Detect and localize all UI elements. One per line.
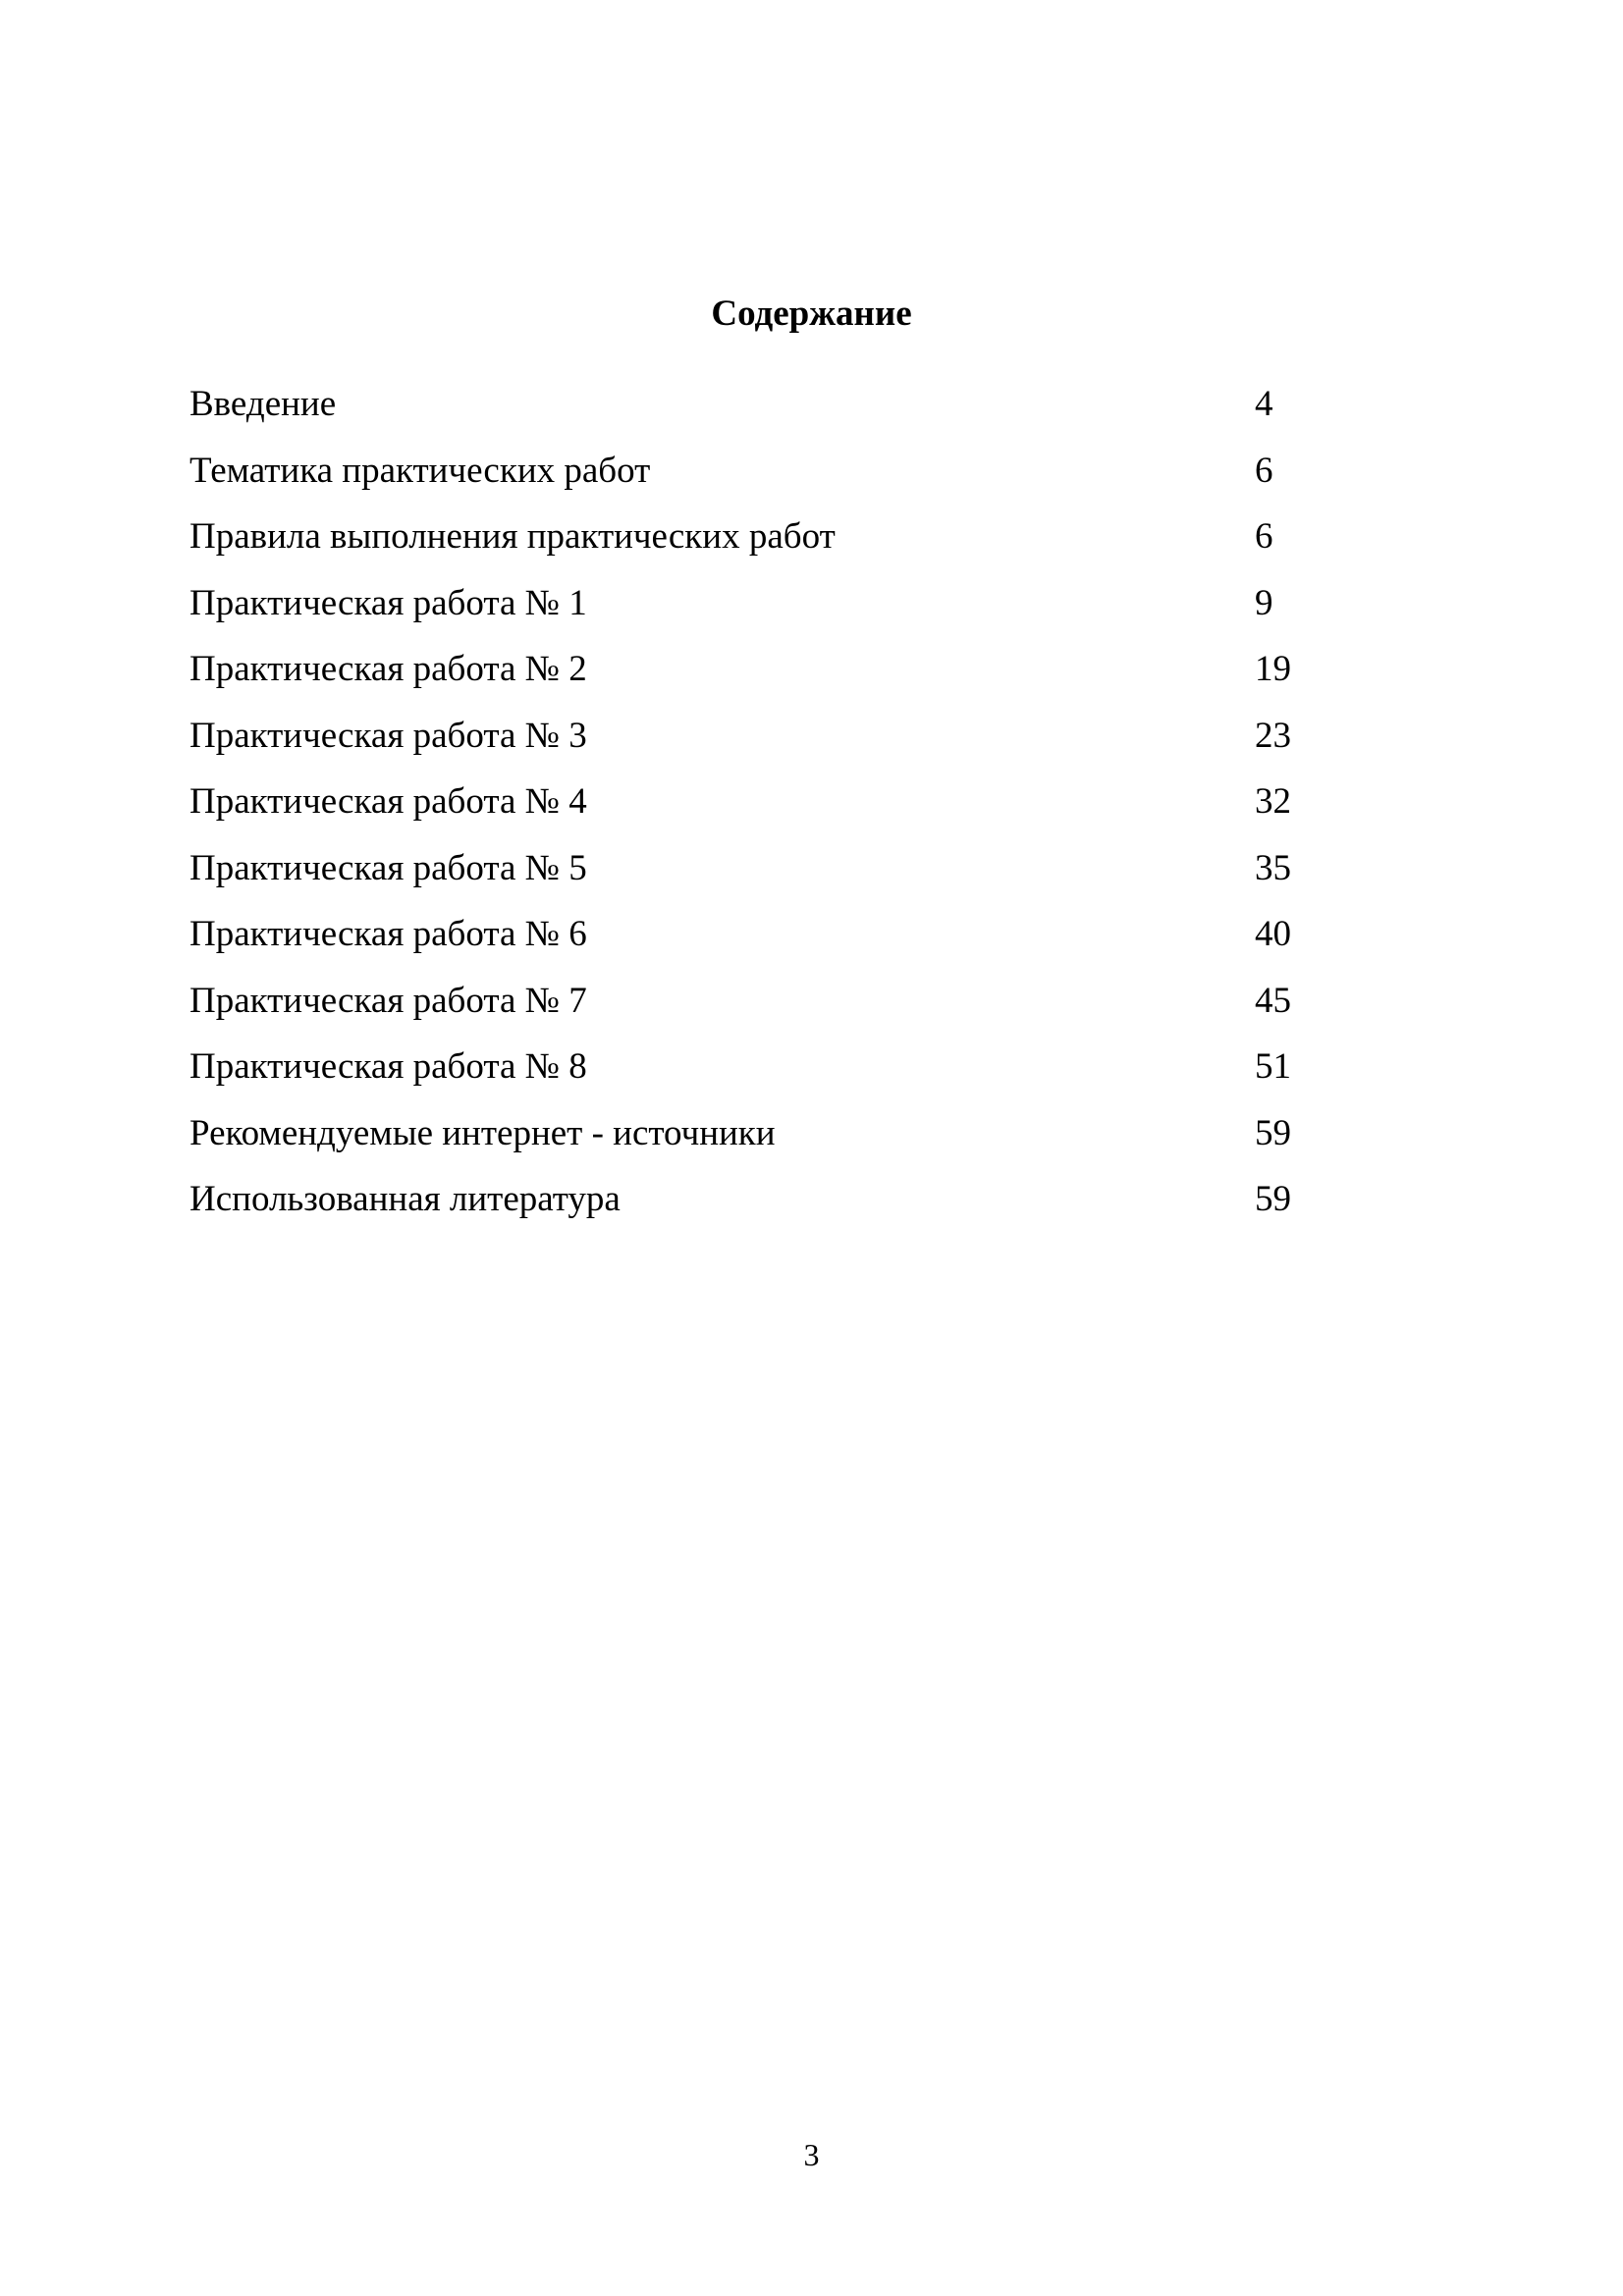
page-number: 3 <box>803 2137 820 2172</box>
toc-entry-page: 6 <box>1255 516 1273 557</box>
toc-entry-page: 4 <box>1255 384 1273 424</box>
toc-entry-page: 19 <box>1255 649 1291 689</box>
toc-entry <box>189 703 1328 770</box>
toc-entry-label: Практическая работа № 6 <box>189 914 587 954</box>
toc-entry-label: Рекомендуемые интернет - источники <box>189 1112 776 1153</box>
toc-entry <box>189 901 1328 968</box>
toc-entry-page: 45 <box>1255 980 1291 1021</box>
toc-entry-label: Практическая работа № 3 <box>189 715 587 756</box>
toc-entry-label: Практическая работа № 4 <box>189 781 587 822</box>
toc-entry <box>189 504 1328 570</box>
toc-entry-page: 32 <box>1255 781 1291 822</box>
toc-entry <box>189 570 1328 637</box>
toc-entry <box>189 1166 1328 1233</box>
toc-entry-page: 40 <box>1255 914 1291 954</box>
toc-title: Содержание <box>711 294 912 334</box>
toc-entry-page: 59 <box>1255 1112 1291 1153</box>
toc-entry-label: Практическая работа № 5 <box>189 847 587 888</box>
toc-entry-label: Практическая работа № 8 <box>189 1046 587 1087</box>
toc-entry-label: Практическая работа № 2 <box>189 649 587 689</box>
toc-entry <box>189 438 1328 505</box>
toc-entry-page: 6 <box>1255 450 1273 491</box>
toc-entry-page: 35 <box>1255 847 1291 888</box>
toc-entry-page: 9 <box>1255 582 1273 623</box>
toc-entry-label: Введение <box>189 384 337 424</box>
toc-entry-label: Практическая работа № 1 <box>189 582 587 623</box>
toc-entry-label: Правила выполнения практических работ <box>189 516 836 557</box>
toc-entry-label: Тематика практических работ <box>189 450 651 491</box>
toc-entry <box>189 1034 1328 1100</box>
toc-entry <box>189 769 1328 835</box>
toc-entry-page: 59 <box>1255 1179 1291 1219</box>
toc-entry <box>189 835 1328 902</box>
toc-entry <box>189 1100 1328 1167</box>
toc-entry-page: 51 <box>1255 1046 1291 1087</box>
toc-entry-label: Использованная литература <box>189 1179 621 1219</box>
toc-entry <box>189 968 1328 1035</box>
toc-entry <box>189 371 1328 438</box>
toc-list <box>189 371 1328 1233</box>
toc-entry-page: 23 <box>1255 715 1291 756</box>
toc-entry-label: Практическая работа № 7 <box>189 980 587 1021</box>
toc-entry <box>189 636 1328 703</box>
